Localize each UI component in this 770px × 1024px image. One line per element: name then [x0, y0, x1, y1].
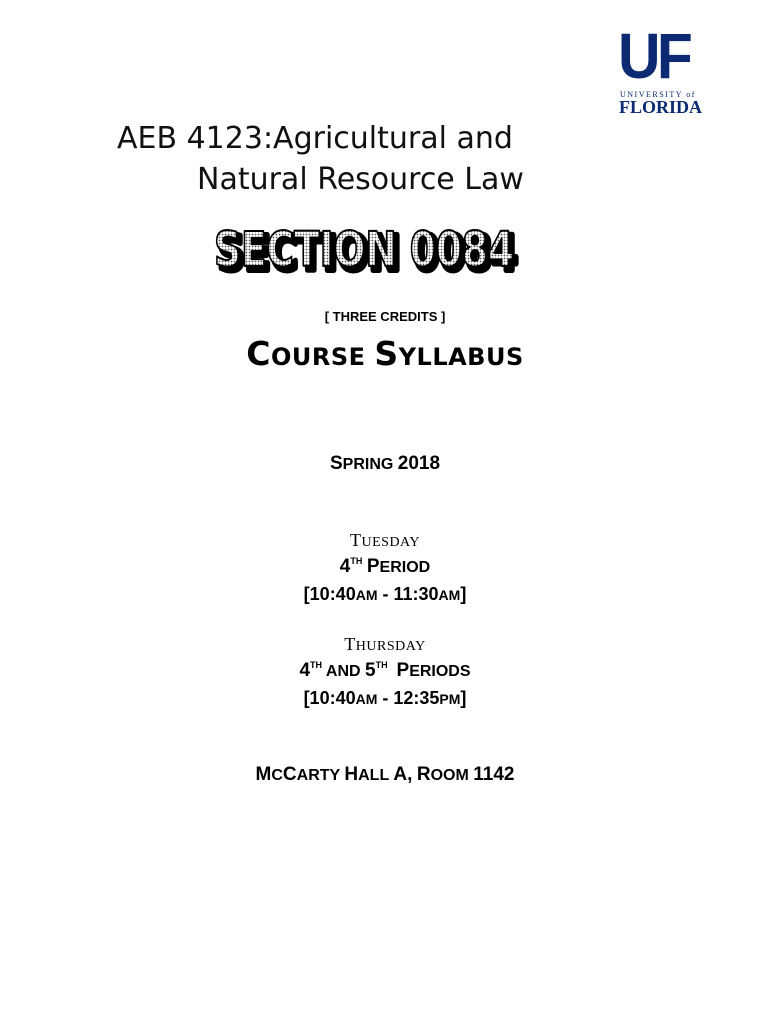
thu-p: P	[396, 660, 410, 681]
tuesday-p: P	[366, 556, 380, 577]
semester-label	[0, 453, 770, 475]
loc-all: ALL	[358, 767, 389, 784]
tuesday-num: 4	[339, 556, 351, 577]
loc-r: R	[416, 764, 431, 785]
loc-carty-c: C	[282, 764, 297, 785]
thursday-time	[0, 688, 770, 709]
course-title-line-1: AEB 4123:Agricultural and	[117, 121, 513, 156]
loc-oom: OOM	[430, 767, 469, 784]
semester-pring: PRING	[342, 456, 394, 473]
thu-t2: - 12:35	[377, 688, 440, 708]
thursday-label	[0, 634, 770, 655]
credits-label: [ THREE CREDITS ]	[324, 309, 446, 324]
loc-c: C	[271, 767, 283, 784]
thu-am: AM	[355, 691, 378, 707]
tuesday-uesday: UESDAY	[361, 535, 420, 550]
tue-t2: - 11:30	[377, 584, 439, 604]
loc-a: A,	[393, 764, 413, 785]
thu-sup1: TH	[310, 660, 323, 670]
thu-t1: [10:40	[303, 688, 356, 708]
logo-uf: UF	[618, 20, 690, 92]
thu-num2: 5	[365, 660, 376, 681]
tue-t1: [10:40	[303, 584, 356, 604]
thu-and: AND	[325, 663, 361, 680]
loc-h: H	[344, 764, 359, 785]
syllabus-s: S	[374, 334, 399, 373]
logo-university-of: UNIVERSITY of	[620, 90, 696, 99]
syllabus-ourse: OURSE	[270, 343, 375, 371]
thu-t3: ]	[460, 688, 467, 708]
tuesday-period	[0, 556, 770, 578]
tuesday-label	[0, 530, 770, 551]
logo-florida: FLORIDA	[619, 97, 703, 117]
tue-am2: AM	[438, 587, 461, 603]
tue-am: AM	[355, 587, 378, 603]
section-shadow: SECTION 0084	[218, 226, 518, 282]
loc-arty: ARTY	[296, 767, 340, 784]
thu-pm: PM	[439, 691, 461, 707]
syllabus-heading	[0, 334, 770, 373]
loc-m: M	[255, 764, 272, 785]
thursday-t: T	[344, 634, 356, 654]
university-logo	[614, 20, 703, 117]
thu-eriods: ERIODS	[409, 663, 471, 680]
section-text: SECTION 0084	[214, 224, 514, 278]
semester-year: 2018	[397, 453, 441, 474]
thursday-hursday: HURSDAY	[355, 639, 426, 654]
syllabus-yllabus: YLLABUS	[398, 343, 524, 371]
tuesday-t: T	[350, 530, 362, 550]
loc-room-number: 1142	[473, 764, 515, 785]
tuesday-eriod: ERIOD	[379, 559, 431, 576]
thu-num1: 4	[299, 660, 311, 681]
course-title-line-2: Natural Resource Law	[197, 162, 524, 197]
tuesday-sup: TH	[350, 556, 363, 566]
location-label	[0, 764, 770, 786]
thursday-periods	[0, 660, 770, 682]
tuesday-time	[0, 584, 770, 605]
section-number-wordart	[212, 224, 532, 284]
tue-t3: ]	[460, 584, 467, 604]
syllabus-c: C	[246, 334, 271, 373]
semester-s: S	[329, 453, 343, 474]
thu-sup2: TH	[375, 660, 388, 670]
